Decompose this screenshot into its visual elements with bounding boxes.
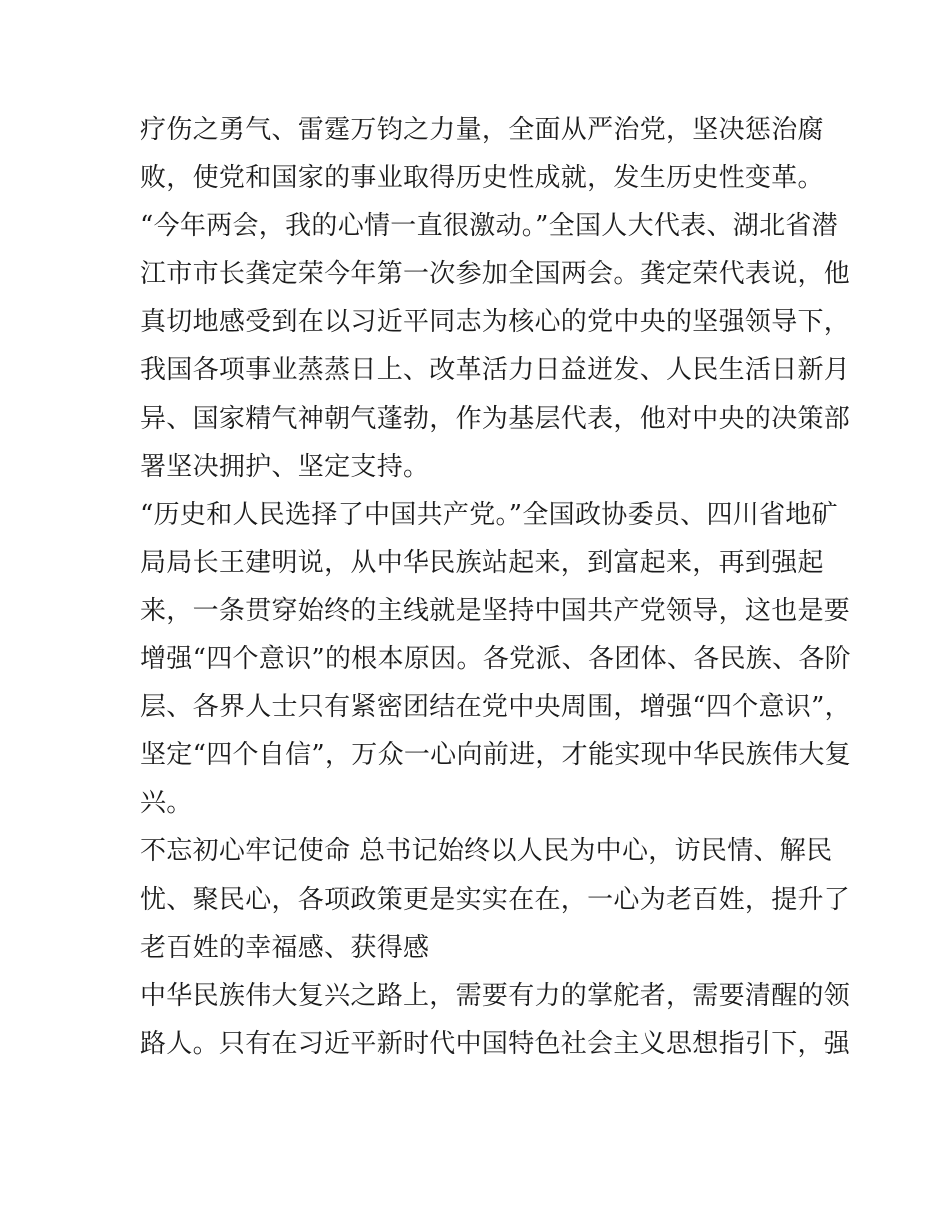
text-line: 局局长王建明说，从中华民族站起来，到富起来，再到强起 — [140, 547, 824, 578]
text-line: 江市市长龚定荣今年第一次参加全国两会。龚定荣代表说，他 — [140, 259, 851, 290]
article-body — [140, 106, 851, 1068]
text-line: 忧、聚民心，各项政策更是实实在在，一心为老百姓，提升了 — [140, 884, 851, 915]
text-line: 异、国家精气神朝气蓬勃，作为基层代表，他对中央的决策部 — [140, 403, 851, 434]
text-line: 署坚决拥护、坚定支持。 — [140, 451, 430, 482]
text-line: 兴。 — [140, 788, 193, 819]
text-line: 我国各项事业蒸蒸日上、改革活力日益迸发、人民生活日新月 — [140, 355, 851, 386]
text-line: 败，使党和国家的事业取得历史性成就，发生历史性变革。 — [140, 163, 824, 194]
text-line: 来，一条贯穿始终的主线就是坚持中国共产党领导，这也是要 — [140, 595, 851, 626]
text-line: 中华民族伟大复兴之路上，需要有力的掌舵者，需要清醒的领 — [140, 980, 851, 1011]
text-line: 疗伤之勇气、雷霆万钧之力量，全面从严治党，坚决惩治腐 — [140, 115, 824, 145]
text-line: “历史和人民选择了中国共产党。”全国政协委员、四川省地矿 — [140, 499, 838, 530]
text-line: “今年两会，我的心情一直很激动。”全国人大代表、湖北省潜 — [140, 211, 838, 242]
text-line: 老百姓的幸福感、获得感 — [140, 932, 430, 963]
text-line: 增强“四个意识”的根本原因。各党派、各团体、各民族、各阶 — [140, 644, 851, 675]
text-line: 路人。只有在习近平新时代中国特色社会主义思想指引下，强 — [140, 1028, 851, 1059]
text-line: 真切地感受到在以习近平同志为核心的党中央的坚强领导下， — [140, 307, 851, 338]
text-line: 坚定“四个自信”，万众一心向前进，才能实现中华民族伟大复 — [140, 740, 851, 771]
text-line: 不忘初心牢记使命 总书记始终以人民为中心，访民情、解民 — [140, 836, 833, 867]
text-line: 层、各界人士只有紧密团结在党中央周围，增强“四个意识”， — [140, 692, 851, 723]
